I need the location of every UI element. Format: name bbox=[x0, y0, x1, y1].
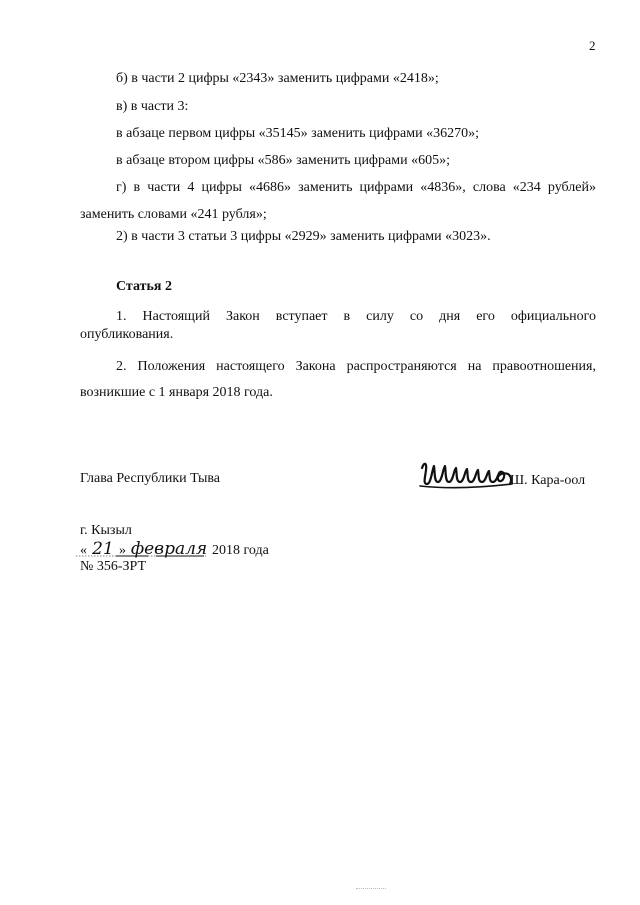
article-paragraph-2 bbox=[80, 358, 596, 402]
amendment-g bbox=[80, 179, 596, 224]
article-paragraph-2-line-1: 2. Положения настоящего Закона распространяются на правоотношения, bbox=[116, 359, 596, 374]
handwritten-signature bbox=[418, 460, 516, 492]
amendment-v: в) в части 3: bbox=[116, 99, 189, 114]
page-number: 2 bbox=[589, 38, 596, 53]
bottom-dotted-mark bbox=[356, 888, 386, 889]
article-heading: Статья 2 bbox=[116, 279, 172, 294]
law-number: № 356-ЗРТ bbox=[80, 559, 147, 574]
city: г. Кызыл bbox=[80, 523, 132, 538]
amendment-b: б) в части 2 цифры «2343» заменить цифрами «2418»; bbox=[116, 71, 439, 86]
date-month-handwritten: февраля bbox=[130, 539, 208, 559]
date-line bbox=[80, 540, 269, 560]
article-paragraph-1-line-1: 1. Настоящий Закон вступает в силу со дня его официального bbox=[116, 309, 596, 324]
article-paragraph-1-line-2: опубликования. bbox=[80, 327, 174, 342]
amendment-2: 2) в части 3 статьи 3 цифры «2929» заменить цифрами «3023». bbox=[116, 229, 491, 244]
date-open-quote: « bbox=[80, 543, 87, 558]
signatory-name: Ш. Кара-оол bbox=[510, 473, 586, 488]
date-close-quote: » bbox=[119, 543, 126, 558]
article-paragraph-2-line-2: возникшие с 1 января 2018 года. bbox=[80, 385, 273, 400]
date-year: 2018 года bbox=[212, 543, 269, 558]
article-paragraph-1 bbox=[80, 308, 596, 344]
signatory-title: Глава Республики Тыва bbox=[80, 471, 221, 486]
date-day-handwritten: 21 bbox=[92, 539, 114, 559]
amendment-v-paragraph-1: в абзаце первом цифры «35145» заменить цифрами «36270»; bbox=[116, 126, 479, 141]
amendment-g-line-1: г) в части 4 цифры «4686» заменить цифрами «4836», слова «234 рублей» bbox=[116, 180, 596, 195]
amendment-v-paragraph-2: в абзаце втором цифры «586» заменить цифрами «605»; bbox=[116, 153, 450, 168]
amendment-g-line-2: заменить словами «241 рубля»; bbox=[80, 207, 267, 222]
